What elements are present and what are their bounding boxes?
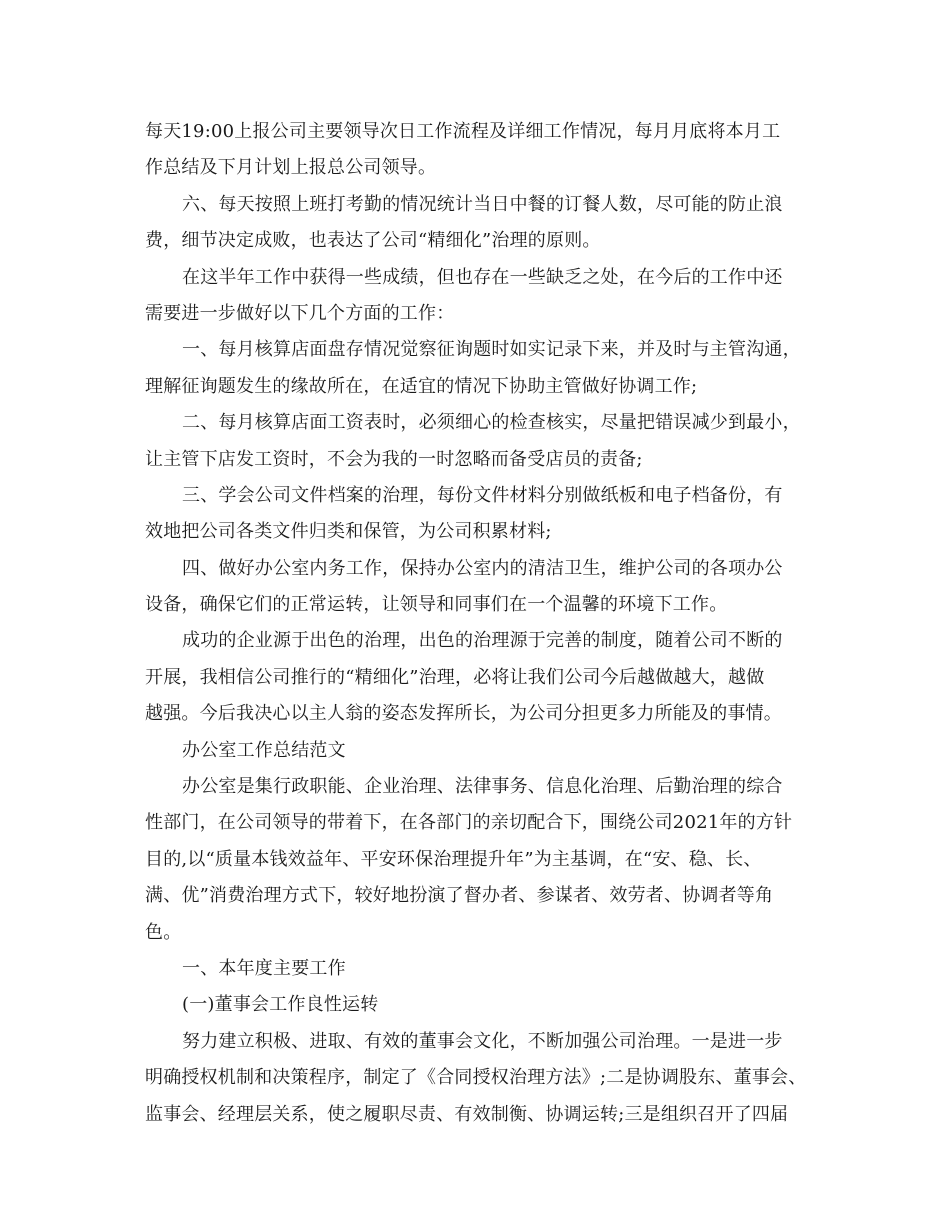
text-line: 越强。今后我决心以主人翁的姿态发挥所长，为公司分担更多力所能及的事情。 [145,703,782,725]
text-line: 费，细节决定成败，也表达了公司“精细化”治理的原则。 [145,230,601,252]
text-line: 办公室工作总结范文 [182,739,346,761]
text-line: 性部门，在公司领导的带着下，在各部门的亲切配合下，围绕公司2021年的方针 [145,812,793,834]
text-line: 办公室是集行政职能、企业治理、法律事务、信息化治理、后勤治理的综合 [182,776,783,798]
text-line: 二、每月核算店面工资表时，必须细心的检查核实，尽量把错误减少到最小， [182,412,801,434]
text-line: 让主管下店发工资时，不会为我的一时忽略而备受店员的责备; [145,448,643,470]
text-line: 四、做好办公室内务工作，保持办公室内的清洁卫生，维护公司的各项办公 [182,557,783,579]
text-line: 六、每天按照上班打考勤的情况统计当日中餐的订餐人数，尽可能的防止浪 [182,193,783,215]
text-line: 需要进一步做好以下几个方面的工作： [145,302,455,324]
document-body [145,114,810,1133]
text-line: 作总结及下月计划上报总公司领导。 [145,157,437,179]
text-line: 开展，我相信公司推行的“精细化”治理，必将让我们公司今后越做越大，越做 [145,666,765,688]
text-line: 设备，确保它们的正常运转，让领导和同事们在一个温馨的环境下工作。 [145,594,728,616]
text-line: 每天19:00上报公司主要领导次日工作流程及详细工作情况，每月月底将本月工 [145,121,781,142]
text-line: 一、每月核算店面盘存情况觉察征询题时如实记录下来，并及时与主管沟通， [182,339,801,361]
text-line: 监事会、经理层关系，使之履职尽责、有效制衡、协调运转;三是组织召开了四届 [145,1103,789,1125]
text-line: 明确授权机制和决策程序，制定了《合同授权治理方法》;二是协调股东、董事会、 [145,1067,807,1089]
text-line: 目的,以“质量本钱效益年、平安环保治理提升年”为主基调，在“安、稳、长、 [145,848,762,870]
text-line: 努力建立积极、进取、有效的董事会文化，不断加强公司治理。一是进一步 [182,1030,783,1052]
text-line: 三、学会公司文件档案的治理，每份文件材料分别做纸板和电子档备份，有 [182,484,783,506]
text-line: 满、优”消费治理方式下，较好地扮演了督办者、参谋者、效劳者、协调者等角 [145,885,774,907]
text-line: 一、本年度主要工作 [182,957,346,979]
text-line: 在这半年工作中获得一些成绩，但也存在一些缺乏之处，在今后的工作中还 [182,266,783,288]
text-line: 成功的企业源于出色的治理，出色的治理源于完善的制度，随着公司不断的 [182,630,783,652]
text-line: 效地把公司各类文件归类和保管，为公司积累材料; [145,521,552,543]
text-line: 色。 [145,921,182,943]
text-line: (一)董事会工作良性运转 [182,994,379,1016]
text-line: 理解征询题发生的缘故所在，在适宜的情况下协助主管做好协调工作; [145,375,698,397]
